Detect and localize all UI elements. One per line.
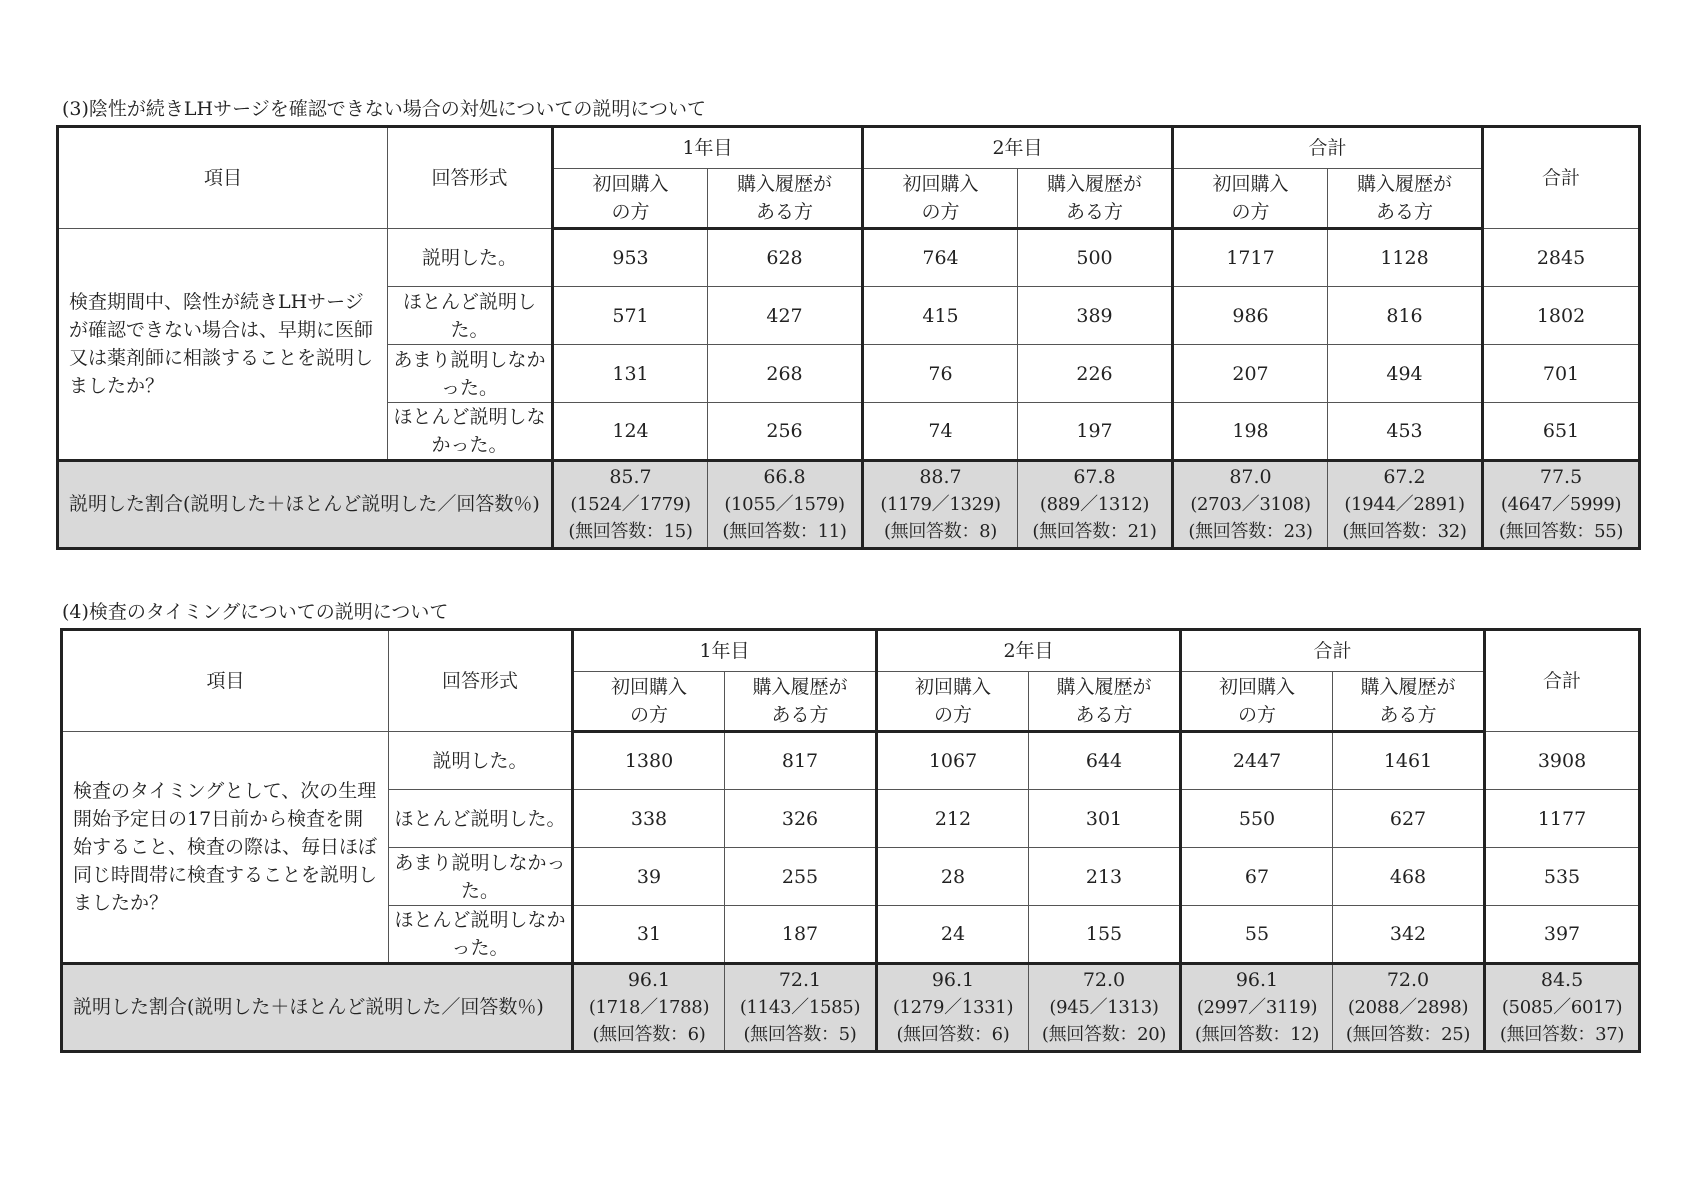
value-cell: 198 — [1173, 403, 1328, 461]
value-cell: 427 — [708, 287, 863, 345]
value-cell: 131 — [553, 345, 708, 403]
section3-title: (3)陰性が続きLHサージを確認できない場合の対処についての説明について — [62, 98, 706, 120]
value-cell: 268 — [708, 345, 863, 403]
value-cell: 31 — [573, 906, 725, 964]
ratio-cell: 67.2 (1944／2891) (無回答数：32) — [1328, 461, 1483, 549]
ratio-cell: 85.7 (1524／1779) (無回答数：15) — [553, 461, 708, 549]
header-first-purchase: 初回購入 の方 — [1181, 672, 1333, 732]
value-cell: 55 — [1181, 906, 1333, 964]
ratio-row — [62, 964, 1640, 1052]
header-subtotal: 合計 — [1173, 127, 1483, 169]
value-cell: 500 — [1018, 229, 1173, 287]
value-cell: 74 — [863, 403, 1018, 461]
answer-label: ほとんど説明しなかった。 — [388, 403, 553, 461]
table-row — [58, 229, 1640, 287]
value-cell: 39 — [573, 848, 725, 906]
header-item: 項目 — [58, 127, 388, 229]
header-first-purchase: 初回購入 の方 — [1173, 169, 1328, 229]
value-cell: 389 — [1018, 287, 1173, 345]
value-cell: 24 — [877, 906, 1029, 964]
value-cell: 644 — [1029, 732, 1181, 790]
value-cell: 326 — [725, 790, 877, 848]
value-cell: 397 — [1485, 906, 1640, 964]
value-cell: 1177 — [1485, 790, 1640, 848]
answer-label: あまり説明しなかった。 — [389, 848, 573, 906]
answer-label: ほとんど説明した。 — [388, 287, 553, 345]
value-cell: 628 — [708, 229, 863, 287]
answer-label: あまり説明しなかった。 — [388, 345, 553, 403]
value-cell: 338 — [573, 790, 725, 848]
value-cell: 342 — [1333, 906, 1485, 964]
value-cell: 1067 — [877, 732, 1029, 790]
header-purchase-history: 購入履歴が ある方 — [725, 672, 877, 732]
value-cell: 816 — [1328, 287, 1483, 345]
header-first-purchase: 初回購入 の方 — [553, 169, 708, 229]
header-purchase-history: 購入履歴が ある方 — [708, 169, 863, 229]
ratio-cell: 72.0 (945／1313) (無回答数：20) — [1029, 964, 1181, 1052]
ratio-cell: 67.8 (889／1312) (無回答数：21) — [1018, 461, 1173, 549]
ratio-cell: 96.1 (2997／3119) (無回答数：12) — [1181, 964, 1333, 1052]
value-cell: 3908 — [1485, 732, 1640, 790]
value-cell: 76 — [863, 345, 1018, 403]
header-year2: 2年目 — [877, 630, 1181, 672]
table-row — [62, 732, 1640, 790]
value-cell: 187 — [725, 906, 877, 964]
ratio-cell: 88.7 (1179／1329) (無回答数：8) — [863, 461, 1018, 549]
value-cell: 256 — [708, 403, 863, 461]
ratio-cell: 96.1 (1279／1331) (無回答数：6) — [877, 964, 1029, 1052]
header-purchase-history: 購入履歴が ある方 — [1333, 672, 1485, 732]
value-cell: 2447 — [1181, 732, 1333, 790]
section4-title: (4)検査のタイミングについての説明について — [62, 601, 449, 623]
ratio-cell: 84.5 (5085／6017) (無回答数：37) — [1485, 964, 1640, 1052]
value-cell: 550 — [1181, 790, 1333, 848]
value-cell: 1461 — [1333, 732, 1485, 790]
header-item: 項目 — [62, 630, 389, 732]
header-format: 回答形式 — [388, 127, 553, 229]
ratio-cell: 87.0 (2703／3108) (無回答数：23) — [1173, 461, 1328, 549]
header-purchase-history: 購入履歴が ある方 — [1029, 672, 1181, 732]
value-cell: 494 — [1328, 345, 1483, 403]
value-cell: 627 — [1333, 790, 1485, 848]
value-cell: 468 — [1333, 848, 1485, 906]
value-cell: 953 — [553, 229, 708, 287]
header-year2: 2年目 — [863, 127, 1173, 169]
header-first-purchase: 初回購入 の方 — [877, 672, 1029, 732]
value-cell: 28 — [877, 848, 1029, 906]
section3-table — [56, 125, 1641, 550]
header-purchase-history: 購入履歴が ある方 — [1328, 169, 1483, 229]
answer-label: 説明した。 — [388, 229, 553, 287]
value-cell: 124 — [553, 403, 708, 461]
value-cell: 155 — [1029, 906, 1181, 964]
value-cell: 1128 — [1328, 229, 1483, 287]
value-cell: 651 — [1483, 403, 1640, 461]
question-text: 検査期間中、陰性が続きLHサージが確認できない場合は、早期に医師又は薬剤師に相談することを説明しましたか？ — [58, 229, 388, 461]
value-cell: 2845 — [1483, 229, 1640, 287]
value-cell: 1802 — [1483, 287, 1640, 345]
header-total: 合計 — [1483, 127, 1640, 229]
value-cell: 764 — [863, 229, 1018, 287]
ratio-cell: 72.1 (1143／1585) (無回答数：5) — [725, 964, 877, 1052]
value-cell: 255 — [725, 848, 877, 906]
header-first-purchase: 初回購入 の方 — [573, 672, 725, 732]
value-cell: 197 — [1018, 403, 1173, 461]
header-format: 回答形式 — [389, 630, 573, 732]
question-text: 検査のタイミングとして、次の生理開始予定日の17日前から検査を開始すること、検査の際は、毎日ほぼ同じ時間帯に検査することを説明しましたか？ — [62, 732, 389, 964]
answer-label: ほとんど説明しなかった。 — [389, 906, 573, 964]
value-cell: 701 — [1483, 345, 1640, 403]
ratio-label: 説明した割合(説明した＋ほとんど説明した／回答数％) — [58, 461, 553, 549]
header-total: 合計 — [1485, 630, 1640, 732]
value-cell: 212 — [877, 790, 1029, 848]
value-cell: 817 — [725, 732, 877, 790]
ratio-row — [58, 461, 1640, 549]
value-cell: 453 — [1328, 403, 1483, 461]
ratio-label: 説明した割合(説明した＋ほとんど説明した／回答数％) — [62, 964, 573, 1052]
ratio-cell: 72.0 (2088／2898) (無回答数：25) — [1333, 964, 1485, 1052]
answer-label: 説明した。 — [389, 732, 573, 790]
value-cell: 986 — [1173, 287, 1328, 345]
value-cell: 301 — [1029, 790, 1181, 848]
header-purchase-history: 購入履歴が ある方 — [1018, 169, 1173, 229]
value-cell: 415 — [863, 287, 1018, 345]
value-cell: 213 — [1029, 848, 1181, 906]
answer-label: ほとんど説明した。 — [389, 790, 573, 848]
header-year1: 1年目 — [573, 630, 877, 672]
ratio-cell: 77.5 (4647／5999) (無回答数：55) — [1483, 461, 1640, 549]
value-cell: 207 — [1173, 345, 1328, 403]
header-subtotal: 合計 — [1181, 630, 1485, 672]
value-cell: 1717 — [1173, 229, 1328, 287]
value-cell: 535 — [1485, 848, 1640, 906]
ratio-cell: 66.8 (1055／1579) (無回答数：11) — [708, 461, 863, 549]
value-cell: 571 — [553, 287, 708, 345]
ratio-cell: 96.1 (1718／1788) (無回答数：6) — [573, 964, 725, 1052]
section4-table — [60, 628, 1641, 1053]
header-first-purchase: 初回購入 の方 — [863, 169, 1018, 229]
value-cell: 67 — [1181, 848, 1333, 906]
value-cell: 226 — [1018, 345, 1173, 403]
header-year1: 1年目 — [553, 127, 863, 169]
value-cell: 1380 — [573, 732, 725, 790]
